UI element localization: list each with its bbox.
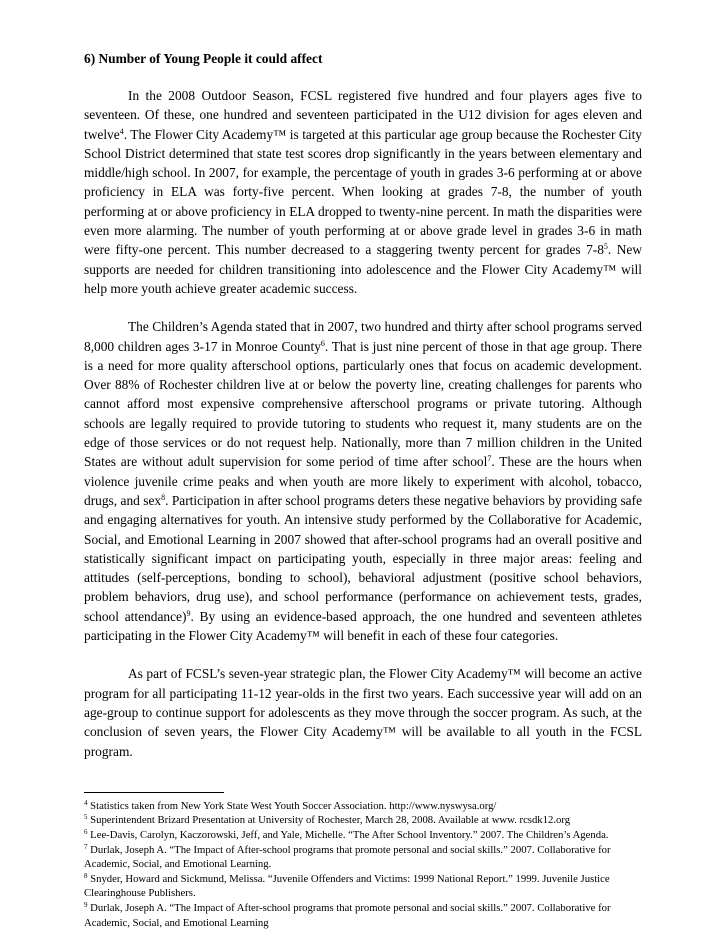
footnote [84,901,642,930]
footnote-reference: 6 [320,338,325,348]
paragraph-text: . The Flower City Academy™ is targeted at this particular age group because the Rochester City School District determined that state test scores drop significantly in the years between elementary and middle/high school. In 2007, for example, the percentage of youth in grades 3-6 performing at or above proficiency in ELA was forty-five percent. When looking at grades 7-8, the number of youth performing at or above proficiency in ELA dropped to twenty-nine percent. In math the disparities were even more alarming. The number of youth performing at or above grade level in grades 3-6 in math were fifty-one percent. This number decreased to a staggering twenty percent for grades 7-8 [84,126,642,258]
footnote-number: 8 [84,871,88,880]
section-heading: 6) Number of Young People it could affect [84,51,323,66]
footnote-text: Snyder, Howard and Sickmund, Melissa. “Juvenile Offenders and Victims: 1999 National Report.” 1999. Juvenile Justice Clearinghouse Publishers. [84,872,610,900]
paragraph-text: . Participation in after school programs deters these negative behaviors by providing safe and engaging alternatives for youth. An intensive study performed by the Collaborative for Academic, Social, and Emotional Learning in 2007 showed that after-school programs had an overall positive and statistically significant impact on participating youth, especially in three major areas: feeling and attitudes (self-perceptions, bonding to school), behavioral adjustment (positive school behaviors, problem behaviors, drug use), and school performance (performance on achievement tests, grades, school attendance) [84,492,643,624]
footnote-reference: 9 [186,608,191,618]
paragraph-text: . New supports are needed for children transitioning into adolescence and the Flower City Academy™ will help more youth achieve greater academic success. [84,242,642,296]
footnote-reference: 4 [119,126,124,136]
footnote-divider [84,792,224,793]
paragraph-text: . These are the hours when violence juvenile crime peaks and when youth are more likely to experiment with alcohol, tobacco, drugs, and sex [84,454,642,508]
footnote [84,828,642,843]
paragraph-text: . That is just nine percent of those in that age group. There is a need for more quality afterschool options, particularly ones that focus on academic development. Over 88% of Rochester children live at or below the poverty line, creating challenges for parents who cannot afford most expensive comprehensive afterschool programs or private tutoring. Although schools are legally required to provide tutoring to students who request it, many students are on the edge of those services or do not request help. Nationally, more than 7 million children in the United States are without adult supervision for some period of time after school [84,338,642,470]
footnote-text: Statistics taken from New York State West Youth Soccer Association. http://www.nyswysa.org/ [87,799,497,812]
footnote [84,799,642,814]
footnote-text: Durlak, Joseph A. “The Impact of After-school programs that promote personal and social skills.” 2007. Collaborative for Academic, Social, and Emotional Learning. [84,843,611,871]
footnote [84,813,642,828]
footnote [84,843,642,872]
footnote-number: 5 [84,813,88,822]
paragraph-text: . By using an evidence-based approach, the one hundred and seventeen athletes participating in the Flower City Academy™ will benefit in each of these four categories. [84,608,643,644]
footnote-number: 4 [84,798,88,807]
footnote [84,872,642,901]
footnote-number: 7 [84,842,88,851]
footnotes [84,799,642,930]
footnote-text: Superintendent Brizard Presentation at University of Rochester, March 28, 2008. Available at www. rcsdk12.org [87,814,571,827]
footnote-number: 6 [84,827,88,836]
paragraph-text: The Children’s Agenda stated that in 2007, two hundred and thirty after school programs served 8,000 children ages 3-17 in Monroe County [84,319,642,354]
footnote-reference: 8 [161,492,166,502]
footnote-text: Durlak, Joseph A. “The Impact of After-school programs that promote personal and social skills.” 2007. Collaborative for Academic, Social, and Emotional Learning [84,901,611,929]
paragraph-afterschool-need [84,317,642,645]
paragraph-text: In the 2008 Outdoor Season, FCSL registered five hundred and four players ages five to seventeen. Of these, one hundred and seventeen participated in the U12 division for ages eleven and twelve [84,88,642,142]
paragraph-strategic-plan [84,664,642,760]
paragraph-text: As part of FCSL’s seven-year strategic plan, the Flower City Academy™ will become an active program for all participating 11-12 year-olds in the first two years. Each successive year will add on an age-group to continue support for adolescents as they move through the soccer program. As such, at the conclusion of seven years, the Flower City Academy™ will be available to all youth in the FCSL program. [84,666,642,759]
footnote-number: 9 [84,900,88,909]
footnote-reference: 5 [603,242,608,252]
footnote-reference: 7 [487,454,492,464]
paragraph-youth-targeting [84,86,642,298]
footnote-text: Lee-Davis, Carolyn, Kaczorowski, Jeff, and Yale, Michelle. “The After School Inventory.” 2007. The Children’s Agenda. [87,828,609,841]
